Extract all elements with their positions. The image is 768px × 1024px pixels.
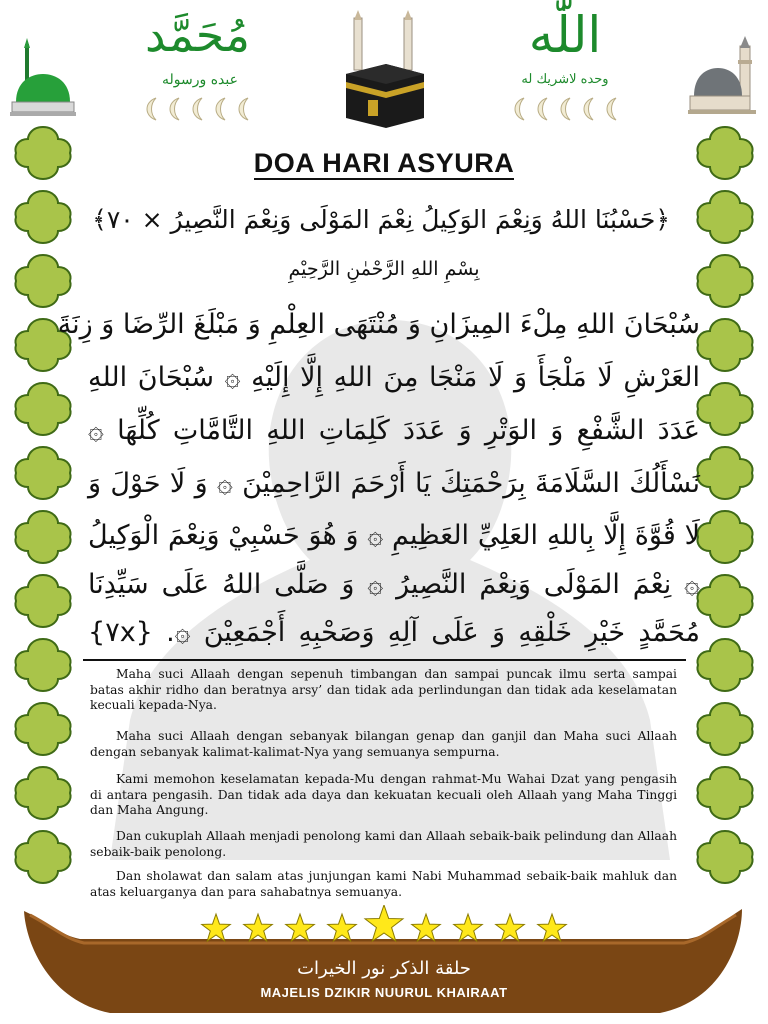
leaf-ornament	[694, 765, 756, 821]
leaf-ornament	[694, 509, 756, 565]
star-icon	[454, 914, 483, 941]
translation-paragraph	[90, 772, 677, 819]
star-icon	[202, 914, 231, 941]
leaf-ornament	[12, 445, 74, 501]
leaf-ornament	[12, 573, 74, 629]
translation-text: Dan cukuplah Allaah menjadi penolong kami dan Allaah sebaik-baik pelindung dan Allaah sebaik-baik penolong.	[90, 829, 677, 859]
translation-paragraph	[90, 869, 677, 900]
footer-name: MAJELIS DZIKIR NUURUL KHAIRAAT	[260, 985, 508, 1000]
left-ornament-column	[12, 125, 74, 885]
leaf-ornament	[694, 637, 756, 693]
star-icon	[538, 914, 567, 941]
crescent-icon	[216, 98, 225, 120]
doa-line: لَا قُوَّةَ إِلَّا بِاللهِ العَلِيِّ العَظِيمِ ۞ وَ هُوَ حَسْبِيْ وَنِعْمَ الْوَكِيلُ	[88, 520, 700, 551]
doa-line: مُحَمَّدٍ خَيْرِ خَلْقِهِ وَ عَلَى آلِهِ وَصَحْبِهِ أَجْمَعِيْنَ ۞. {٧x}	[88, 617, 700, 648]
crescent-row-left	[140, 96, 260, 122]
translation-text: Dan sholawat dan salam atas junjungan kami Nabi Muhammad sebaik-baik mahluk dan atas keluarganya dan para sahabatnya semuanya.	[90, 869, 677, 899]
grey-dome-icon	[688, 36, 760, 116]
translation-paragraph	[90, 729, 677, 760]
footer-arabic: حلقة الذكر نور الخيرات	[297, 958, 471, 979]
crescent-icon	[561, 98, 570, 120]
doa-line: سُبْحَانَ اللهِ مِلْءَ المِيزَانِ وَ مُنْتَهَى العِلْمِ وَ مَبْلَغَ الرِّضَا وَ زِنَةَ	[57, 309, 700, 340]
crescent-icon	[584, 98, 593, 120]
translation-paragraph	[90, 667, 677, 714]
muhammad-calligraphy: مُحَمَّد	[144, 8, 251, 62]
leaf-ornament	[12, 701, 74, 757]
muhammad-subtitle: عبده ورسوله	[162, 72, 238, 88]
leaf-ornament	[694, 829, 756, 885]
title-text: DOA HARI ASYURA	[253, 148, 515, 178]
crescent-row-right	[508, 96, 628, 122]
crescent-icon	[515, 98, 524, 120]
crescent-icon	[193, 98, 202, 120]
translation-text: Maha suci Allaah dengan sepenuh timbangan dan sampai puncak ilmu serta sampai batas akhir ridho dan beratnya arsy’ dan tidak ada perlindungan dan tidak ada keselamatan kecuali kepada-Nya.	[90, 667, 677, 713]
leaf-ornament	[694, 189, 756, 245]
leaf-ornament	[12, 381, 74, 437]
leaf-ornament	[694, 445, 756, 501]
star-icon	[286, 914, 315, 941]
star-icon	[496, 914, 525, 941]
doa-line: ۞ نِعْمَ المَوْلَى وَنِعْمَ النَّصِيرُ ۞ وَ صَلَّى اللهُ عَلَى سَيِّدِنَا	[88, 569, 700, 600]
leaf-ornament	[12, 189, 74, 245]
star-icon	[328, 914, 357, 941]
crescent-icon	[538, 98, 547, 120]
green-dome-icon	[8, 38, 78, 118]
star-icon	[365, 905, 403, 941]
allah-subtitle: وحده لاشريك له	[521, 72, 609, 87]
crescent-icon	[147, 98, 156, 120]
leaf-ornament	[12, 637, 74, 693]
star-icon	[244, 914, 273, 941]
kaaba-icon	[340, 10, 428, 130]
doa-line: العَرْشِ لَا مَلْجَأَ وَ لَا مَنْجَا مِنَ اللهِ إِلَّا إِلَيْهِ ۞ سُبْحَانَ اللهِ	[88, 362, 700, 393]
page-title	[0, 148, 768, 179]
divider	[83, 659, 686, 661]
translation-text: Maha suci Allaah dengan sebanyak bilangan genap dan ganjil dan Maha suci Allaah dengan sebanyak kalimat-kalimat-Nya yang semuanya sempurna.	[90, 729, 677, 759]
translation-paragraph	[90, 829, 677, 860]
hasbuna-verse: ﴿حَسْبُنَا اللهُ وَنِعْمَ الوَكِيلُ نِعْمَ المَوْلَى وَنِعْمَ النَّصِيرُ × ٧٠﴾	[92, 205, 670, 234]
doa-line: نَسْأَلُكَ السَّلَامَةَ بِرَحْمَتِكَ يَا أَرْحَمَ الرَّاحِمِيْنَ ۞ وَ لَا حَوْلَ وَ	[88, 468, 700, 499]
crescent-icon	[607, 98, 616, 120]
leaf-ornament	[694, 317, 756, 373]
leaf-ornament	[12, 829, 74, 885]
crescent-icon	[170, 98, 179, 120]
leaf-ornament	[694, 573, 756, 629]
basmalah: بِسْمِ اللهِ الرَّحْمٰنِ الرَّحِيْمِ	[288, 258, 480, 280]
leaf-ornament	[694, 381, 756, 437]
leaf-ornament	[694, 701, 756, 757]
right-ornament-column	[694, 125, 756, 885]
leaf-ornament	[12, 509, 74, 565]
doa-line: عَدَدَ الشَّفْعِ وَ الوَتْرِ وَ عَدَدَ كَلِمَاتِ اللهِ التَّامَّاتِ كُلِّهَا ۞	[88, 415, 700, 446]
translation-text: Kami memohon keselamatan kepada-Mu dengan rahmat-Mu Wahai Dzat yang pengasih di antara pengasih. Dan tidak ada daya dan kekuatan kecuali oleh Allaah yang Maha Tinggi dan Maha Angung.	[90, 772, 677, 818]
star-icon	[412, 914, 441, 941]
crescent-icon	[239, 98, 248, 120]
allah-calligraphy: اللّٰه	[528, 6, 602, 64]
leaf-ornament	[12, 765, 74, 821]
star-row	[190, 905, 580, 945]
